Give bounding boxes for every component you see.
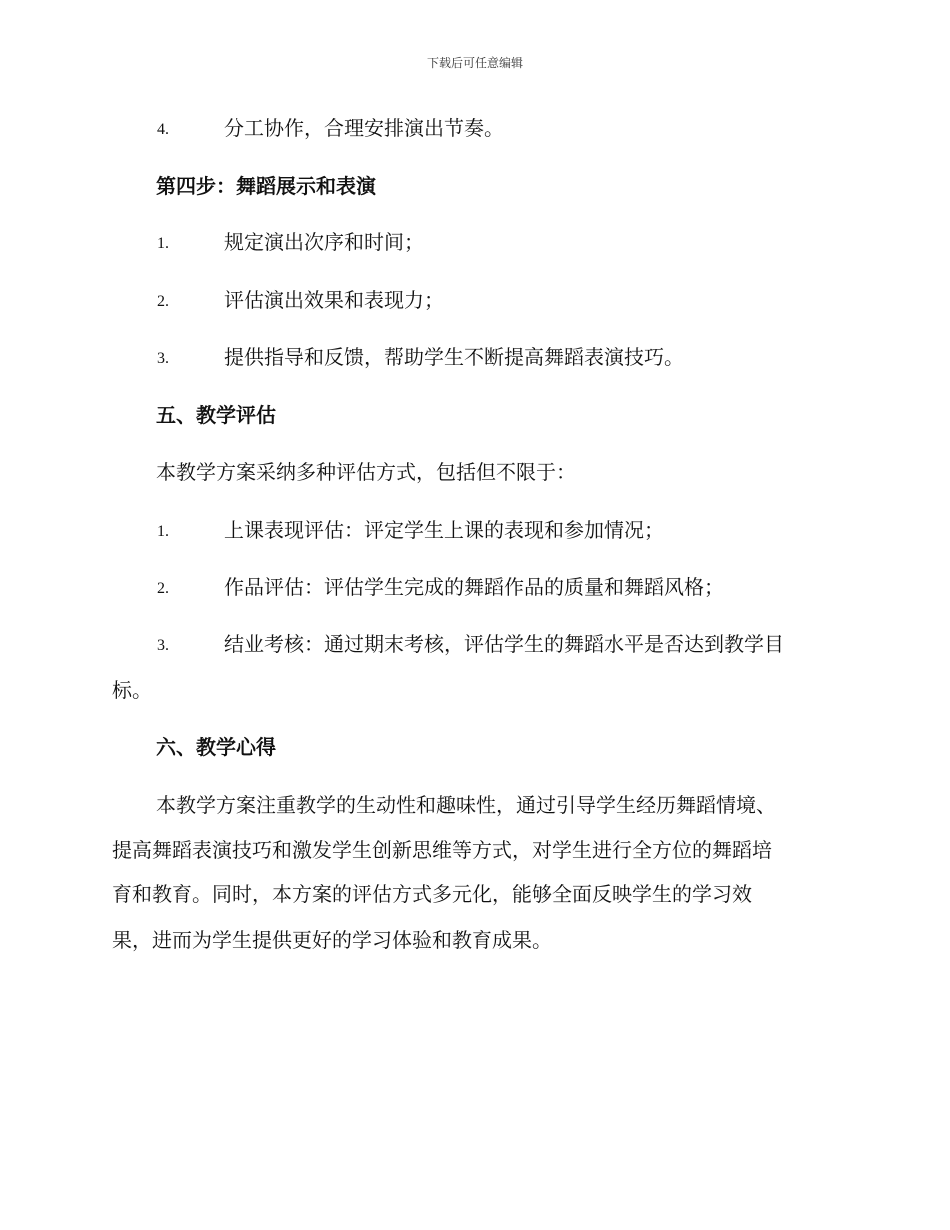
list-item-number: 2. xyxy=(157,580,169,597)
section6-heading: 六、教学心得 xyxy=(156,735,276,759)
page-header-note: 下载后可任意编辑 xyxy=(426,56,523,70)
list-item-continuation: 标。 xyxy=(112,678,152,702)
list-item-number: 2. xyxy=(157,293,169,310)
paragraph-line: 本教学方案注重教学的生动性和趣味性，通过引导学生经历舞蹈情境、 xyxy=(156,793,776,817)
paragraph-line: 提高舞蹈表演技巧和激发学生创新思维等方式，对学生进行全方位的舞蹈培 xyxy=(112,838,772,862)
paragraph-line: 果，进而为学生提供更好的学习体验和教育成果。 xyxy=(112,928,552,952)
list-item-text: 提供指导和反馈，帮助学生不断提高舞蹈表演技巧。 xyxy=(224,345,684,369)
list-item-text: 分工协作，合理安排演出节奏。 xyxy=(224,116,504,140)
list-item-text: 规定演出次序和时间； xyxy=(224,230,424,254)
list-item-number: 1. xyxy=(157,523,169,540)
list-item-number: 1. xyxy=(157,235,169,252)
list-item-number: 3. xyxy=(157,637,169,654)
list-item-number: 3. xyxy=(157,350,169,367)
list-item-text: 上课表现评估：评定学生上课的表现和参加情况； xyxy=(224,518,664,542)
list-item-text: 结业考核：通过期末考核，评估学生的舞蹈水平是否达到教学目 xyxy=(224,632,784,656)
list-item-number: 4. xyxy=(157,121,169,138)
paragraph-line: 育和教育。同时，本方案的评估方式多元化，能够全面反映学生的学习效 xyxy=(112,882,752,906)
section5-intro: 本教学方案采纳多种评估方式，包括但不限于： xyxy=(156,460,576,484)
section5-heading: 五、教学评估 xyxy=(156,403,276,427)
list-item-text: 作品评估：评估学生完成的舞蹈作品的质量和舞蹈风格； xyxy=(224,575,724,599)
step4-heading: 第四步：舞蹈展示和表演 xyxy=(156,174,376,198)
list-item-text: 评估演出效果和表现力； xyxy=(224,288,444,312)
